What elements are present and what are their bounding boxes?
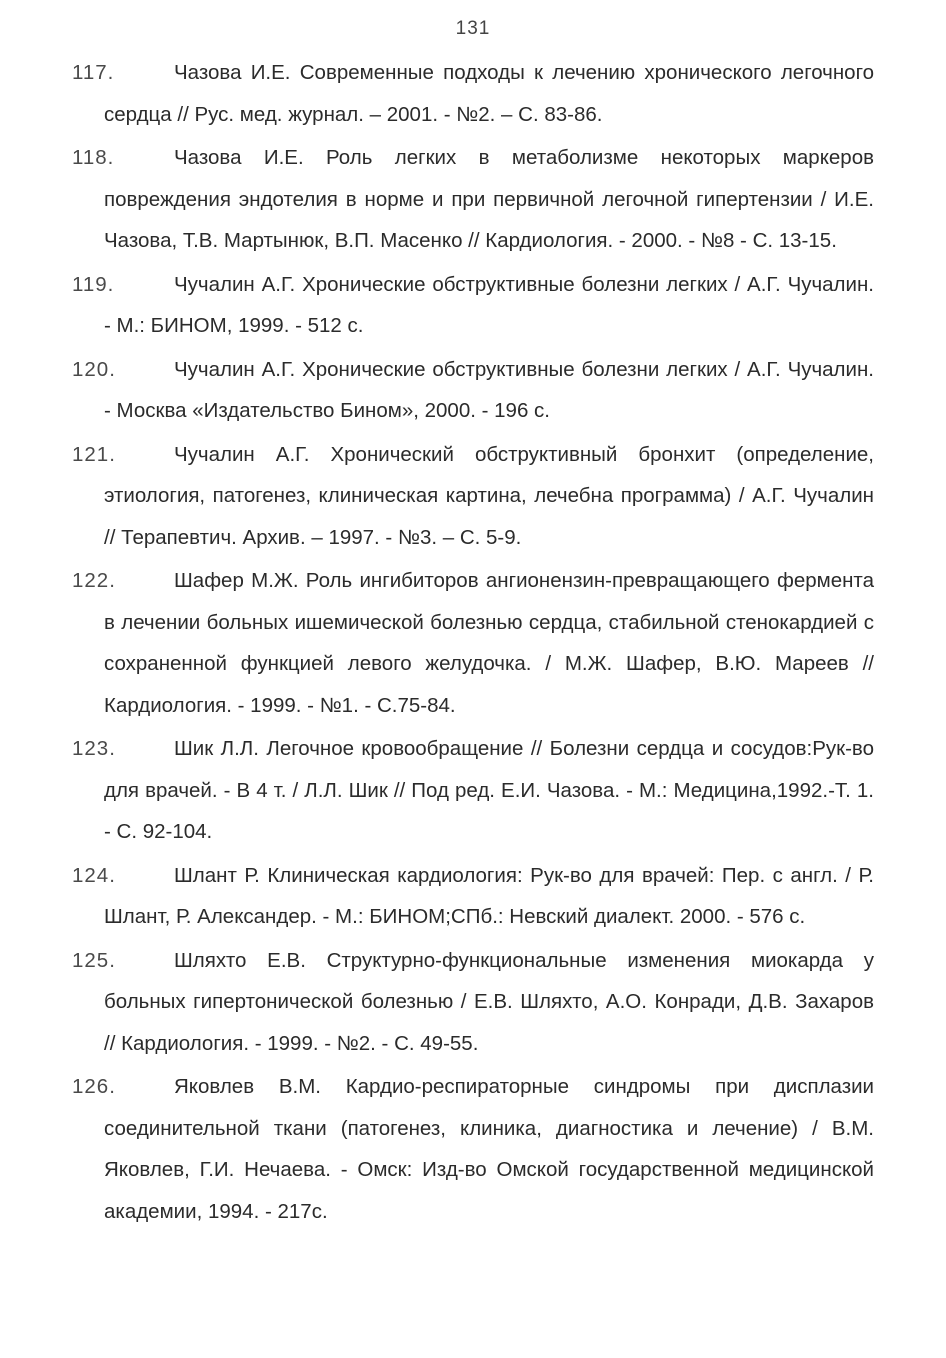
- reference-item: [0, 349, 946, 432]
- reference-list: [0, 52, 946, 1232]
- reference-item: [0, 52, 946, 135]
- reference-text: Шляхто Е.В. Структурно-функциональные изменения миокарда у больных гипертонической болезнью / Е.В. Шляхто, А.О. Конради, Д.В. Захаров // Кардиология. - 1999. - №2. - С. 49-55.: [104, 948, 874, 1055]
- reference-item: [0, 1066, 946, 1232]
- reference-item: [0, 560, 946, 726]
- reference-number: 117.: [72, 61, 115, 84]
- reference-item: [0, 264, 946, 347]
- reference-number: 119.: [72, 272, 115, 296]
- reference-text: Чазова И.Е. Роль легких в метаболизме некоторых маркеров повреждения эндотелия в норме и при первичной легочной гипертензии / И.Е. Чазова, Т.В. Мартынюк, В.П. Масенко // Кардиология. - 2000. - №8 - С. 13-15.: [104, 146, 874, 252]
- reference-number: 126.: [72, 1075, 116, 1098]
- reference-number: 122.: [72, 569, 116, 592]
- reference-text: Шафер М.Ж. Роль ингибиторов ангионензин-превращающего фермента в лечении больных ишемической болезнью сердца, стабильной стенокардией с сохраненной функцией левого желудочка. / М.Ж. Шафер, В.Ю. Мареев // Кардиология. - 1999. - №1. - С.75-84.: [104, 569, 874, 717]
- reference-number: 120.: [72, 357, 116, 381]
- reference-number: 124.: [72, 863, 116, 887]
- reference-text: Чучалин А.Г. Хронический обструктивный бронхит (определение, этиология, патогенез, клиническая картина, лечебна программа) / А.Г. Чучалин // Терапевтич. Архив. – 1997. - №3. – С. 5-9.: [104, 442, 874, 549]
- reference-text: Яковлев В.М. Кардио-респираторные синдромы при дисплазии соединительной ткани (патогенез, клиника, диагностика и лечение) / В.М. Яковлев, Г.И. Нечаева. - Омск: Изд-во Омской государственной медицинской академии, 1994. - 217с.: [104, 1075, 874, 1223]
- reference-text: Чучалин А.Г. Хронические обструктивные болезни легких / А.Г. Чучалин. - Москва «Издательство Бином», 2000. - 196 с.: [104, 357, 874, 422]
- reference-item: [0, 728, 946, 853]
- reference-text: Чучалин А.Г. Хронические обструктивные болезни легких / А.Г. Чучалин. - М.: БИНОМ, 1999. - 512 с.: [104, 272, 874, 337]
- reference-text: Шлант Р. Клиническая кардиология: Рук-во для врачей: Пер. с англ. / Р. Шлант, Р. Александер. - М.: БИНОМ;СПб.: Невский диалект. 2000. - 576 с.: [104, 863, 874, 928]
- reference-text: Шик Л.Л. Легочное кровообращение // Болезни сердца и сосудов:Рук-во для врачей. - В 4 т. / Л.Л. Шик // Под ред. Е.И. Чазова. - М.: Медицина,1992.-Т. 1. - С. 92-104.: [104, 737, 874, 843]
- reference-item: [0, 940, 946, 1065]
- reference-number: 118.: [72, 146, 115, 169]
- reference-number: 121.: [72, 442, 116, 466]
- reference-item: [0, 434, 946, 559]
- reference-text: Чазова И.Е. Современные подходы к лечению хронического легочного сердца // Рус. мед. журнал. – 2001. - №2. – С. 83-86.: [104, 61, 874, 126]
- reference-item: [0, 137, 946, 262]
- reference-number: 123.: [72, 737, 116, 760]
- reference-number: 125.: [72, 948, 116, 972]
- page-number: 131: [455, 18, 491, 39]
- reference-item: [0, 855, 946, 938]
